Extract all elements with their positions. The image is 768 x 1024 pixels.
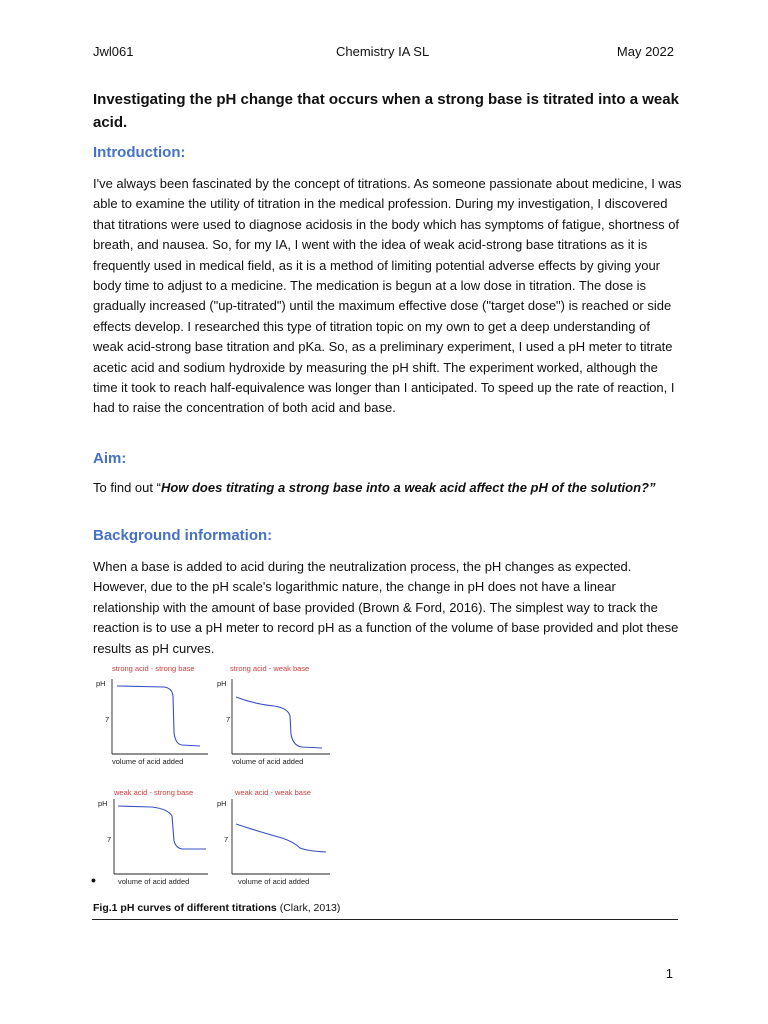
bullet-mark: • (91, 872, 96, 888)
figure-x-label: volume of acid added (112, 757, 184, 766)
figure-caption (93, 902, 340, 914)
header-date: May 2022 (616, 44, 674, 59)
figure-title: weak acid - strong base (114, 788, 194, 797)
aim-paragraph (93, 478, 683, 498)
figure-weak-acid-weak-base (214, 786, 334, 894)
figure-y-label: pH (217, 679, 227, 688)
aim-question: How does titrating a strong base into a weak acid affect the pH of the solution?” (160, 480, 656, 495)
titration-curve (236, 697, 322, 748)
horizontal-divider (92, 919, 678, 920)
figure-tick-label: 7 (226, 715, 231, 724)
figure-x-label: volume of acid added (238, 877, 310, 886)
titration-curve (118, 806, 206, 849)
aim-heading: Aim: (93, 450, 127, 467)
titration-curve (117, 686, 200, 746)
figure-title: strong acid - strong base (112, 664, 195, 673)
figure-title: strong acid - weak base (230, 664, 310, 673)
caption-citation: (Clark, 2013) (276, 902, 341, 914)
ph-curves-figure (92, 662, 332, 892)
aim-prefix: To find out “ (93, 480, 161, 495)
header-subject: Chemistry IA SL (336, 44, 430, 59)
figure-tick-label: 7 (224, 835, 229, 844)
page-number: 1 (665, 966, 673, 981)
document-title: Investigating the pH change that occurs when a strong base is titrated into a weak acid. (93, 91, 679, 131)
background-heading: Background information: (93, 527, 273, 544)
figure-weak-acid-strong-base (92, 786, 212, 894)
figure-x-label: volume of acid added (232, 757, 304, 766)
figure-title: weak acid - weak base (235, 788, 311, 797)
figure-y-label: pH (217, 799, 227, 808)
caption-bold: Fig.1 pH curves of different titrations (93, 902, 277, 914)
introduction-paragraph: I've always been fascinated by the concept of titrations. As someone passionate about medicine, I was able to examine the utility of titration in the medical profession. During my investigation, I discovered that titrations were used to diagnose acidosis in the body which has symptoms of fatigue, shortness of breath, and nausea. So, for my IA, I went with the idea of weak acid-strong base titrations as it is frequently used in medical field, as it is a method of limiting potential adverse effects by giving your body time to adjust to a medicine. The medication is begun at a low dose in titration. The dose is gradually increased ("up-titrated") until the maximum effective dose ("target dose") is reached or side effects develop. I researched this type of titration topic on my own to get a deep understanding of weak acid-strong base titration and pKa. So, as a preliminary experiment, I used a pH meter to titrate acetic acid and sodium hydroxide by measuring the pH shift. The experiment worked, although the time it took to reach half-equivalence was longer than I anticipated. To speed up the rate of reaction, I had to raise the concentration of both acid and base. (93, 176, 682, 416)
background-paragraph: When a base is added to acid during the neutralization process, the pH changes as expected. However, due to the pH scale's logarithmic nature, the change in pH does not have a linear relationship with the amount of base provided (Brown & Ford, 2016). The simplest way to track the reaction is to use a pH meter to record pH as a function of the volume of base provided and plot these results as pH curves. (93, 559, 679, 656)
introduction-heading: Introduction: (93, 144, 186, 161)
header-author-id: Jwl061 (93, 44, 134, 59)
figure-x-label: volume of acid added (118, 877, 190, 886)
figure-y-label: pH (98, 799, 108, 808)
figure-tick-label: 7 (105, 715, 110, 724)
figure-tick-label: 7 (107, 835, 112, 844)
titration-curve (236, 824, 326, 852)
figure-strong-acid-weak-base (214, 662, 334, 770)
figure-y-label: pH (96, 679, 106, 688)
figure-strong-acid-strong-base (92, 662, 212, 770)
